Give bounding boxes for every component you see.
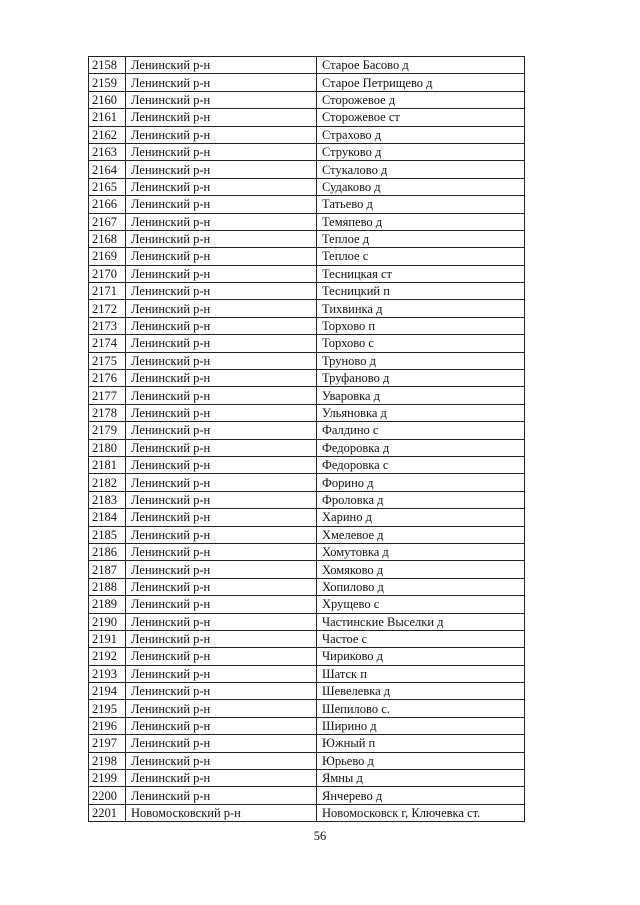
- row-number-cell: 2165: [89, 178, 126, 195]
- table-row: [89, 770, 525, 787]
- row-number-cell: 2163: [89, 143, 126, 160]
- row-number-cell: 2158: [89, 57, 126, 74]
- row-number-cell: 2184: [89, 509, 126, 526]
- row-number-cell: 2201: [89, 804, 126, 821]
- row-number-cell: 2191: [89, 630, 126, 647]
- table-row: [89, 370, 525, 387]
- table-row: [89, 683, 525, 700]
- locality-cell: Ульяновка д: [317, 404, 525, 421]
- table-row: [89, 57, 525, 74]
- row-number-cell: 2178: [89, 404, 126, 421]
- district-cell: Ленинский р-н: [126, 230, 317, 247]
- table-row: [89, 109, 525, 126]
- locality-cell: Ширино д: [317, 717, 525, 734]
- table-row: [89, 422, 525, 439]
- locality-cell: Труново д: [317, 352, 525, 369]
- district-cell: Ленинский р-н: [126, 735, 317, 752]
- table-row: [89, 456, 525, 473]
- row-number-cell: 2169: [89, 248, 126, 265]
- locality-cell: Тесницкая ст: [317, 265, 525, 282]
- locality-cell: Ямны д: [317, 770, 525, 787]
- row-number-cell: 2162: [89, 126, 126, 143]
- district-cell: Ленинский р-н: [126, 126, 317, 143]
- row-number-cell: 2188: [89, 578, 126, 595]
- district-cell: Ленинский р-н: [126, 561, 317, 578]
- table-row: [89, 352, 525, 369]
- locality-cell: Хомяково д: [317, 561, 525, 578]
- district-cell: Ленинский р-н: [126, 161, 317, 178]
- table-row: [89, 404, 525, 421]
- row-number-cell: 2174: [89, 335, 126, 352]
- row-number-cell: 2167: [89, 213, 126, 230]
- row-number-cell: 2159: [89, 74, 126, 91]
- settlements-table: [88, 56, 525, 822]
- district-cell: Ленинский р-н: [126, 422, 317, 439]
- row-number-cell: 2199: [89, 770, 126, 787]
- district-cell: Ленинский р-н: [126, 491, 317, 508]
- locality-cell: Частое с: [317, 630, 525, 647]
- locality-cell: Торхово с: [317, 335, 525, 352]
- locality-cell: Страхово д: [317, 126, 525, 143]
- district-cell: Ленинский р-н: [126, 613, 317, 630]
- row-number-cell: 2198: [89, 752, 126, 769]
- table-row: [89, 700, 525, 717]
- row-number-cell: 2180: [89, 439, 126, 456]
- district-cell: Ленинский р-н: [126, 578, 317, 595]
- locality-cell: Тихвинка д: [317, 300, 525, 317]
- district-cell: Ленинский р-н: [126, 109, 317, 126]
- row-number-cell: 2170: [89, 265, 126, 282]
- row-number-cell: 2185: [89, 526, 126, 543]
- locality-cell: Сторожевое д: [317, 91, 525, 108]
- table-row: [89, 300, 525, 317]
- table-row: [89, 596, 525, 613]
- row-number-cell: 2190: [89, 613, 126, 630]
- table-row: [89, 196, 525, 213]
- table-row: [89, 543, 525, 560]
- locality-cell: Хопилово д: [317, 578, 525, 595]
- table-row: [89, 265, 525, 282]
- district-cell: Ленинский р-н: [126, 317, 317, 334]
- row-number-cell: 2161: [89, 109, 126, 126]
- district-cell: Ленинский р-н: [126, 543, 317, 560]
- district-cell: Ленинский р-н: [126, 91, 317, 108]
- locality-cell: Шепилово с.: [317, 700, 525, 717]
- district-cell: Ленинский р-н: [126, 404, 317, 421]
- row-number-cell: 2195: [89, 700, 126, 717]
- locality-cell: Татьево д: [317, 196, 525, 213]
- district-cell: Ленинский р-н: [126, 700, 317, 717]
- district-cell: Ленинский р-н: [126, 213, 317, 230]
- row-number-cell: 2168: [89, 230, 126, 247]
- table-row: [89, 787, 525, 804]
- locality-cell: Судаково д: [317, 178, 525, 195]
- locality-cell: Труфаново д: [317, 370, 525, 387]
- district-cell: Ленинский р-н: [126, 74, 317, 91]
- district-cell: Ленинский р-н: [126, 248, 317, 265]
- district-cell: Ленинский р-н: [126, 439, 317, 456]
- table-row: [89, 630, 525, 647]
- table-row: [89, 752, 525, 769]
- district-cell: Ленинский р-н: [126, 196, 317, 213]
- district-cell: Ленинский р-н: [126, 648, 317, 665]
- table-row: [89, 317, 525, 334]
- locality-cell: Чириково д: [317, 648, 525, 665]
- table-row: [89, 509, 525, 526]
- table-row: [89, 283, 525, 300]
- table-row: [89, 91, 525, 108]
- locality-cell: Торхово п: [317, 317, 525, 334]
- district-cell: Ленинский р-н: [126, 770, 317, 787]
- locality-cell: Юрьево д: [317, 752, 525, 769]
- table-row: [89, 178, 525, 195]
- row-number-cell: 2181: [89, 456, 126, 473]
- district-cell: Ленинский р-н: [126, 509, 317, 526]
- row-number-cell: 2177: [89, 387, 126, 404]
- row-number-cell: 2193: [89, 665, 126, 682]
- district-cell: Ленинский р-н: [126, 300, 317, 317]
- table-body: [89, 57, 525, 822]
- locality-cell: Новомосковск г, Ключевка ст.: [317, 804, 525, 821]
- district-cell: Ленинский р-н: [126, 335, 317, 352]
- row-number-cell: 2192: [89, 648, 126, 665]
- district-cell: Ленинский р-н: [126, 665, 317, 682]
- row-number-cell: 2179: [89, 422, 126, 439]
- locality-cell: Форино д: [317, 474, 525, 491]
- row-number-cell: 2176: [89, 370, 126, 387]
- row-number-cell: 2200: [89, 787, 126, 804]
- district-cell: Ленинский р-н: [126, 787, 317, 804]
- row-number-cell: 2194: [89, 683, 126, 700]
- locality-cell: Хрущево с: [317, 596, 525, 613]
- district-cell: Ленинский р-н: [126, 526, 317, 543]
- table-row: [89, 230, 525, 247]
- table-row: [89, 213, 525, 230]
- row-number-cell: 2172: [89, 300, 126, 317]
- district-cell: Ленинский р-н: [126, 752, 317, 769]
- table-row: [89, 578, 525, 595]
- locality-cell: Теплое д: [317, 230, 525, 247]
- table-row: [89, 561, 525, 578]
- locality-cell: Теплое с: [317, 248, 525, 265]
- district-cell: Ленинский р-н: [126, 630, 317, 647]
- locality-cell: Старое Басово д: [317, 57, 525, 74]
- district-cell: Ленинский р-н: [126, 57, 317, 74]
- row-number-cell: 2171: [89, 283, 126, 300]
- locality-cell: Темяпево д: [317, 213, 525, 230]
- table-row: [89, 474, 525, 491]
- table-row: [89, 387, 525, 404]
- district-cell: Ленинский р-н: [126, 717, 317, 734]
- table-row: [89, 126, 525, 143]
- locality-cell: Харино д: [317, 509, 525, 526]
- district-cell: Ленинский р-н: [126, 456, 317, 473]
- locality-cell: Стукалово д: [317, 161, 525, 178]
- locality-cell: Шатск п: [317, 665, 525, 682]
- table-row: [89, 717, 525, 734]
- table-row: [89, 143, 525, 160]
- page-number: 56: [313, 829, 327, 843]
- district-cell: Ленинский р-н: [126, 370, 317, 387]
- locality-cell: Федоровка с: [317, 456, 525, 473]
- locality-cell: Хмелевое д: [317, 526, 525, 543]
- row-number-cell: 2173: [89, 317, 126, 334]
- table-row: [89, 613, 525, 630]
- table-row: [89, 735, 525, 752]
- locality-cell: Шевелевка д: [317, 683, 525, 700]
- table-row: [89, 804, 525, 821]
- locality-cell: Частинские Выселки д: [317, 613, 525, 630]
- table-row: [89, 248, 525, 265]
- row-number-cell: 2183: [89, 491, 126, 508]
- district-cell: Ленинский р-н: [126, 474, 317, 491]
- district-cell: Ленинский р-н: [126, 283, 317, 300]
- row-number-cell: 2164: [89, 161, 126, 178]
- table-row: [89, 665, 525, 682]
- district-cell: Ленинский р-н: [126, 352, 317, 369]
- locality-cell: Южный п: [317, 735, 525, 752]
- table-row: [89, 439, 525, 456]
- locality-cell: Тесницкий п: [317, 283, 525, 300]
- table-row: [89, 161, 525, 178]
- district-cell: Новомосковский р-н: [126, 804, 317, 821]
- locality-cell: Хомутовка д: [317, 543, 525, 560]
- district-cell: Ленинский р-н: [126, 683, 317, 700]
- locality-cell: Уваровка д: [317, 387, 525, 404]
- row-number-cell: 2160: [89, 91, 126, 108]
- district-cell: Ленинский р-н: [126, 178, 317, 195]
- locality-cell: Фалдино с: [317, 422, 525, 439]
- row-number-cell: 2186: [89, 543, 126, 560]
- locality-cell: Сторожевое ст: [317, 109, 525, 126]
- locality-cell: Старое Петрищево д: [317, 74, 525, 91]
- table-row: [89, 74, 525, 91]
- row-number-cell: 2189: [89, 596, 126, 613]
- table-row: [89, 335, 525, 352]
- row-number-cell: 2196: [89, 717, 126, 734]
- table-row: [89, 491, 525, 508]
- locality-cell: Янчерево д: [317, 787, 525, 804]
- table-row: [89, 526, 525, 543]
- row-number-cell: 2182: [89, 474, 126, 491]
- district-cell: Ленинский р-н: [126, 387, 317, 404]
- locality-cell: Фроловка д: [317, 491, 525, 508]
- table-row: [89, 648, 525, 665]
- row-number-cell: 2197: [89, 735, 126, 752]
- row-number-cell: 2175: [89, 352, 126, 369]
- row-number-cell: 2187: [89, 561, 126, 578]
- row-number-cell: 2166: [89, 196, 126, 213]
- district-cell: Ленинский р-н: [126, 143, 317, 160]
- locality-cell: Струково д: [317, 143, 525, 160]
- district-cell: Ленинский р-н: [126, 265, 317, 282]
- locality-cell: Федоровка д: [317, 439, 525, 456]
- district-cell: Ленинский р-н: [126, 596, 317, 613]
